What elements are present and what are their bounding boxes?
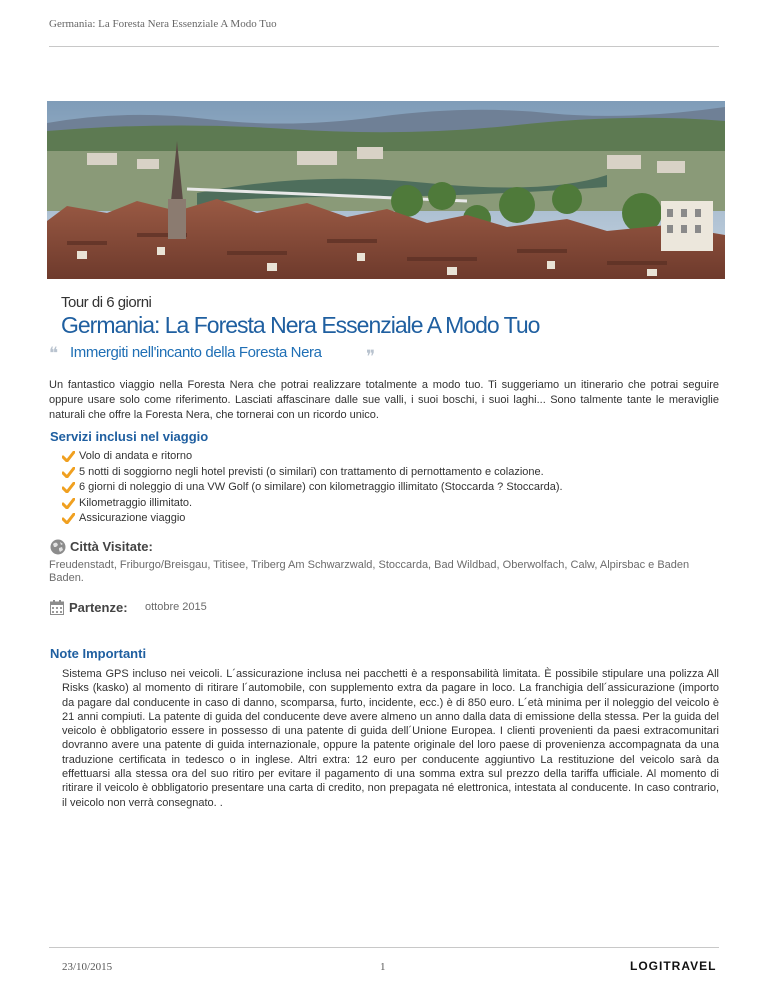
footer-divider [49,947,719,948]
check-icon [62,467,75,478]
service-label: 6 giorni di noleggio di una VW Golf (o similare) con kilometraggio illimitato (Stoccarda ? Stoccarda). [79,481,563,494]
page-title: Germania: La Foresta Nera Essenziale A Modo Tuo [61,312,540,338]
close-quote-icon: ❞ [366,347,376,367]
running-header: Germania: La Foresta Nera Essenziale A Modo Tuo [49,18,277,30]
footer-date: 23/10/2015 [62,961,113,973]
intro-paragraph: Un fantastico viaggio nella Foresta Nera che potrai realizzare totalmente a modo tuo. Ti suggeriamo un itinerario che potrai seguire oppure usare solo come riferimento. Lasciati affascinare dalle sue valli, i suoi boschi, i suoi laghi... Sono talmente tante le meraviglie naturali che offre la Foresta Nera, che tornerai con un ricordo unico. [49,379,719,421]
list-item [62,511,563,527]
header-divider [49,46,719,47]
service-label: Volo di andata e ritorno [79,450,193,462]
town-panorama-image [47,101,725,279]
check-icon [62,513,75,524]
hero-photo [47,101,725,279]
notes-heading: Note Importanti [50,646,147,661]
tour-duration: Tour di 6 giorni [61,294,152,311]
calendar-icon [50,600,64,615]
services-heading: Servizi inclusi nel viaggio [50,429,209,444]
page-number: 1 [380,961,386,973]
departures-value: ottobre 2015 [145,601,207,613]
list-item [62,465,563,481]
departures-label: Partenze: [69,600,128,615]
open-quote-icon: ❝ [49,344,59,364]
list-item [62,480,563,496]
service-label: Assicurazione viaggio [79,512,186,525]
cities-label: Città Visitate: [70,539,153,554]
cities-list: Freudenstadt, Friburgo/Breisgau, Titisee, Triberg Am Schwarzwald, Stoccarda, Bad Wildbad, Oberwolfach, Calw, Alpirsbac e Baden Baden. [49,559,690,584]
check-icon [62,498,75,509]
check-icon [62,451,75,462]
list-item [62,449,563,465]
tagline: Immergiti nell'incanto della Foresta Nera [70,344,322,361]
logitravel-logo: LOGITRAVEL [630,959,717,973]
services-list [62,449,563,527]
list-item [62,496,563,512]
check-icon [62,482,75,493]
globe-icon [50,539,66,555]
service-label: 5 notti di soggiorno negli hotel previsti (o similari) con trattamento di pernottamento e colazione. [79,465,544,478]
notes-paragraph: Sistema GPS incluso nei veicoli. L´assicurazione inclusa nei pacchetti è a responsabilità limitata. È possibile stipulare una polizza All Risks (kasko) al momento di ritirare l´automobile, con supplemento extra da pagare in loco. La franchigia dell´assicurazione (importo da pagare dal conducente in caso di danno, scomparsa, furto, incidente, ecc.) è di 850 euro. L´età minima per il noleggio del veicolo è 21 anni compiuti. La patente di guida del conducente deve avere almeno un anno dalla data di emissione della stessa. Per la guida del veicolo è obbligatorio essere in possesso di una patente di guida dell´Unione Europea. I clienti provenienti da paesi extracomunitari dovranno avere una patente di guida internazionale, oppure la patente originale del loro paese di provenienza accompagnata da una traduzione certificata in tedesco o in inglese. Altri extra: 12 euro per conducente aggiuntivo La restituzione del veicolo sarà da effettuarsi alla stessa ora del suo ritiro per evitare il pagamento di una somma extra sul prezzo della tariffa ufficiale. Al momento di ritirare il veicolo è obbligatorio presentare una carta di credito, non prepagata né elettronica, intestata al conducente. In caso contrario, il veicolo non verrà consegnato. . [62,668,719,809]
service-label: Kilometraggio illimitato. [79,496,193,509]
